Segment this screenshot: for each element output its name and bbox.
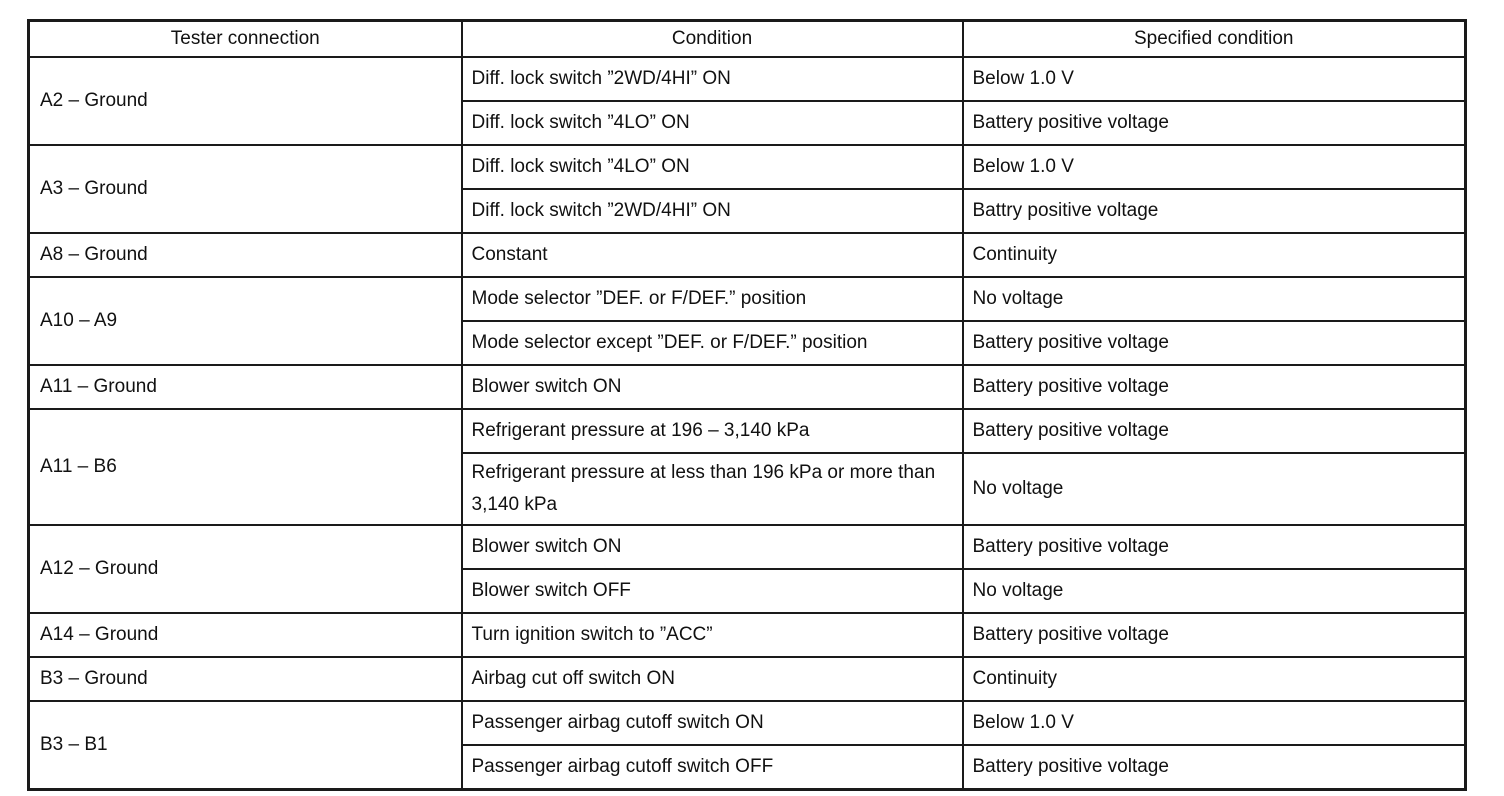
specified-condition-cell: Continuity bbox=[963, 657, 1466, 701]
specified-condition-cell: Battery positive voltage bbox=[963, 525, 1466, 569]
table-row bbox=[29, 277, 1466, 321]
condition-cell: Passenger airbag cutoff switch ON bbox=[462, 701, 963, 745]
table-row bbox=[29, 233, 1466, 277]
header-specified-condition: Specified condition bbox=[963, 21, 1466, 58]
tester-specification-table bbox=[27, 19, 1467, 791]
tester-connection-cell: A10 – A9 bbox=[29, 277, 462, 365]
specified-condition-cell: Battery positive voltage bbox=[963, 613, 1466, 657]
specified-condition-cell: Battery positive voltage bbox=[963, 409, 1466, 453]
table-row bbox=[29, 657, 1466, 701]
table-body bbox=[29, 57, 1466, 790]
specified-condition-cell: Battery positive voltage bbox=[963, 321, 1466, 365]
tester-connection-cell: A11 – Ground bbox=[29, 365, 462, 409]
condition-cell: Mode selector ”DEF. or F/DEF.” position bbox=[462, 277, 963, 321]
condition-cell: Diff. lock switch ”4LO” ON bbox=[462, 101, 963, 145]
tester-connection-cell: B3 – B1 bbox=[29, 701, 462, 790]
table-row bbox=[29, 145, 1466, 189]
specified-condition-cell: Battery positive voltage bbox=[963, 101, 1466, 145]
specified-condition-cell: Below 1.0 V bbox=[963, 57, 1466, 101]
tester-connection-cell: A14 – Ground bbox=[29, 613, 462, 657]
tester-connection-cell: A2 – Ground bbox=[29, 57, 462, 145]
specified-condition-cell: Battry positive voltage bbox=[963, 189, 1466, 233]
tester-connection-cell: B3 – Ground bbox=[29, 657, 462, 701]
specified-condition-cell: Battery positive voltage bbox=[963, 745, 1466, 790]
condition-cell: Refrigerant pressure at 196 – 3,140 kPa bbox=[462, 409, 963, 453]
condition-cell: Blower switch ON bbox=[462, 525, 963, 569]
table-row bbox=[29, 525, 1466, 569]
tester-connection-cell: A12 – Ground bbox=[29, 525, 462, 613]
condition-cell: Constant bbox=[462, 233, 963, 277]
condition-cell: Diff. lock switch ”2WD/4HI” ON bbox=[462, 57, 963, 101]
condition-cell: Blower switch OFF bbox=[462, 569, 963, 613]
condition-cell: Passenger airbag cutoff switch OFF bbox=[462, 745, 963, 790]
specified-condition-cell: Battery positive voltage bbox=[963, 365, 1466, 409]
specified-condition-cell: Below 1.0 V bbox=[963, 701, 1466, 745]
header-tester-connection: Tester connection bbox=[29, 21, 462, 58]
condition-cell: Mode selector except ”DEF. or F/DEF.” position bbox=[462, 321, 963, 365]
condition-cell: Airbag cut off switch ON bbox=[462, 657, 963, 701]
tester-connection-cell: A8 – Ground bbox=[29, 233, 462, 277]
table-row bbox=[29, 409, 1466, 453]
table-row bbox=[29, 701, 1466, 745]
specified-condition-cell: No voltage bbox=[963, 569, 1466, 613]
specified-condition-cell: No voltage bbox=[963, 277, 1466, 321]
table-row bbox=[29, 57, 1466, 101]
specified-condition-cell: Below 1.0 V bbox=[963, 145, 1466, 189]
tester-connection-cell: A11 – B6 bbox=[29, 409, 462, 525]
header-row bbox=[29, 21, 1466, 58]
table-header bbox=[29, 21, 1466, 58]
table-row bbox=[29, 613, 1466, 657]
condition-cell: Turn ignition switch to ”ACC” bbox=[462, 613, 963, 657]
condition-cell: Diff. lock switch ”4LO” ON bbox=[462, 145, 963, 189]
condition-cell: Blower switch ON bbox=[462, 365, 963, 409]
tester-connection-cell: A3 – Ground bbox=[29, 145, 462, 233]
header-condition: Condition bbox=[462, 21, 963, 58]
condition-cell: Diff. lock switch ”2WD/4HI” ON bbox=[462, 189, 963, 233]
specified-condition-cell: Continuity bbox=[963, 233, 1466, 277]
table-row bbox=[29, 365, 1466, 409]
condition-cell: Refrigerant pressure at less than 196 kPa or more than 3,140 kPa bbox=[462, 453, 963, 525]
specified-condition-cell: No voltage bbox=[963, 453, 1466, 525]
